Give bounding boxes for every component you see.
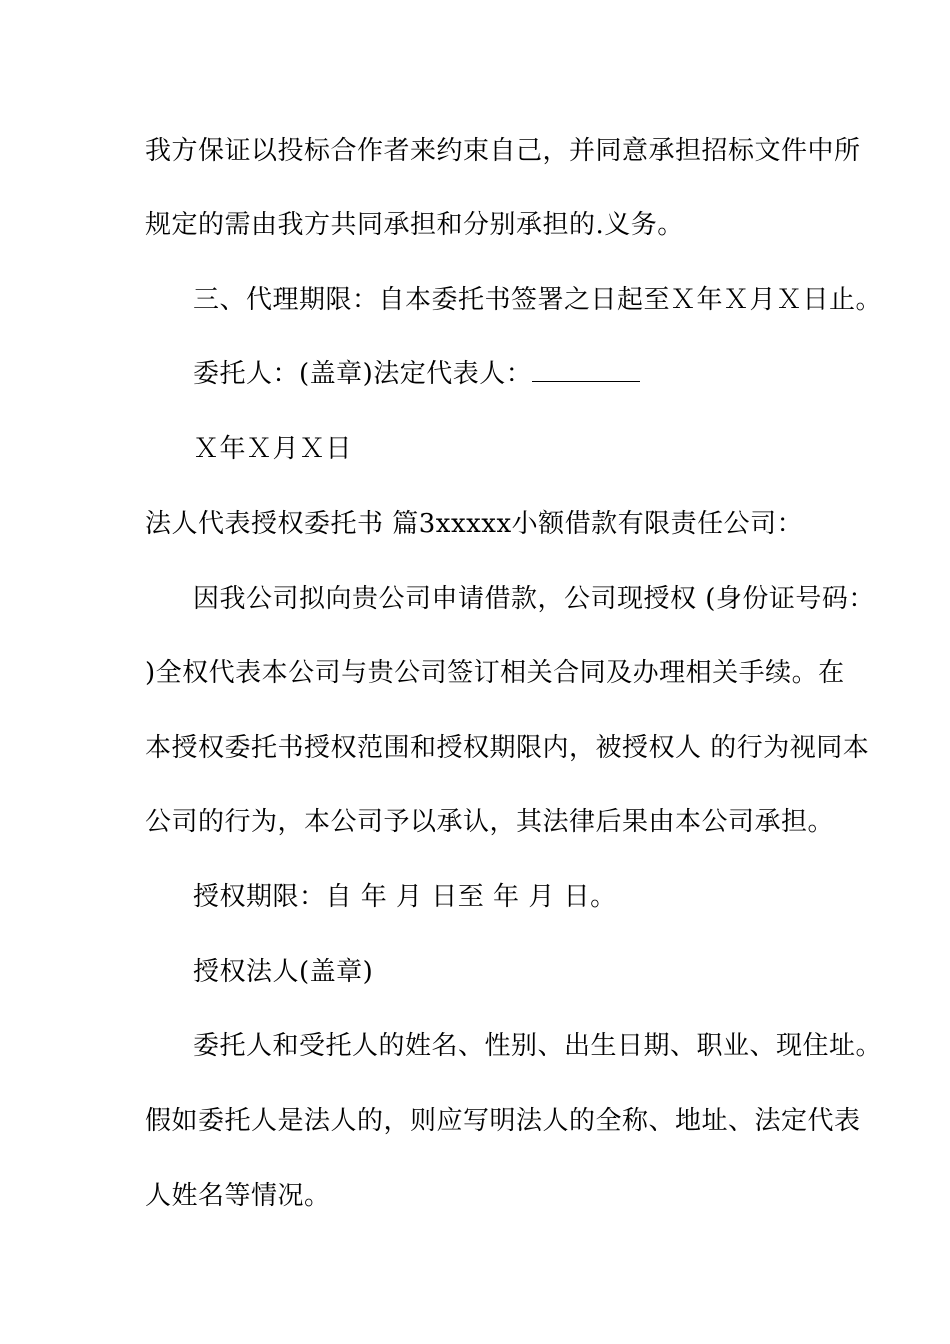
principal-signature-label: 委托人：(盖章)法定代表人： (193, 359, 533, 389)
paragraph-authorization-line-3: 本授权委托书授权范围和授权期限内，被授权人 的行为视同本 (145, 733, 870, 763)
signature-blank-line (532, 357, 640, 382)
paragraph-guarantee-line-1: 我方保证以投标合作者来约束自己，并同意承担招标文件中所 (145, 136, 861, 166)
paragraph-agency-period: 三、代理期限：自本委托书签署之日起至Ｘ年Ｘ月Ｘ日止。 (193, 285, 883, 315)
paragraph-party-info-line-2: 假如委托人是法人的，则应写明法人的全称、地址、法定代表 (145, 1106, 861, 1136)
paragraph-party-info-line-1: 委托人和受托人的姓名、性别、出生日期、职业、现住址。 (193, 1031, 883, 1061)
paragraph-authorization-line-4: 公司的行为，本公司予以承认，其法律后果由本公司承担。 (145, 807, 835, 837)
paragraph-authorization-period: 授权期限：自 年 月 日至 年 月 日。 (193, 882, 617, 912)
paragraph-guarantee-line-2: 规定的需由我方共同承担和分别承担的.义务。 (145, 210, 684, 240)
paragraph-date: Ｘ年Ｘ月Ｘ日 (193, 434, 353, 464)
paragraph-authorization-line-2: )全权代表本公司与贵公司签订相关合同及办理相关手续。在 (145, 658, 845, 688)
section-title-authorization-letter: 法人代表授权委托书 篇3xxxxx小额借款有限责任公司： (145, 509, 804, 539)
paragraph-party-info-line-3: 人姓名等情况。 (145, 1181, 331, 1211)
paragraph-authorizing-legal-person: 授权法人(盖章) (193, 957, 374, 987)
paragraph-authorization-line-1: 因我公司拟向贵公司申请借款，公司现授权 (身份证号码： (193, 584, 875, 614)
paragraph-principal-signature (193, 357, 833, 391)
